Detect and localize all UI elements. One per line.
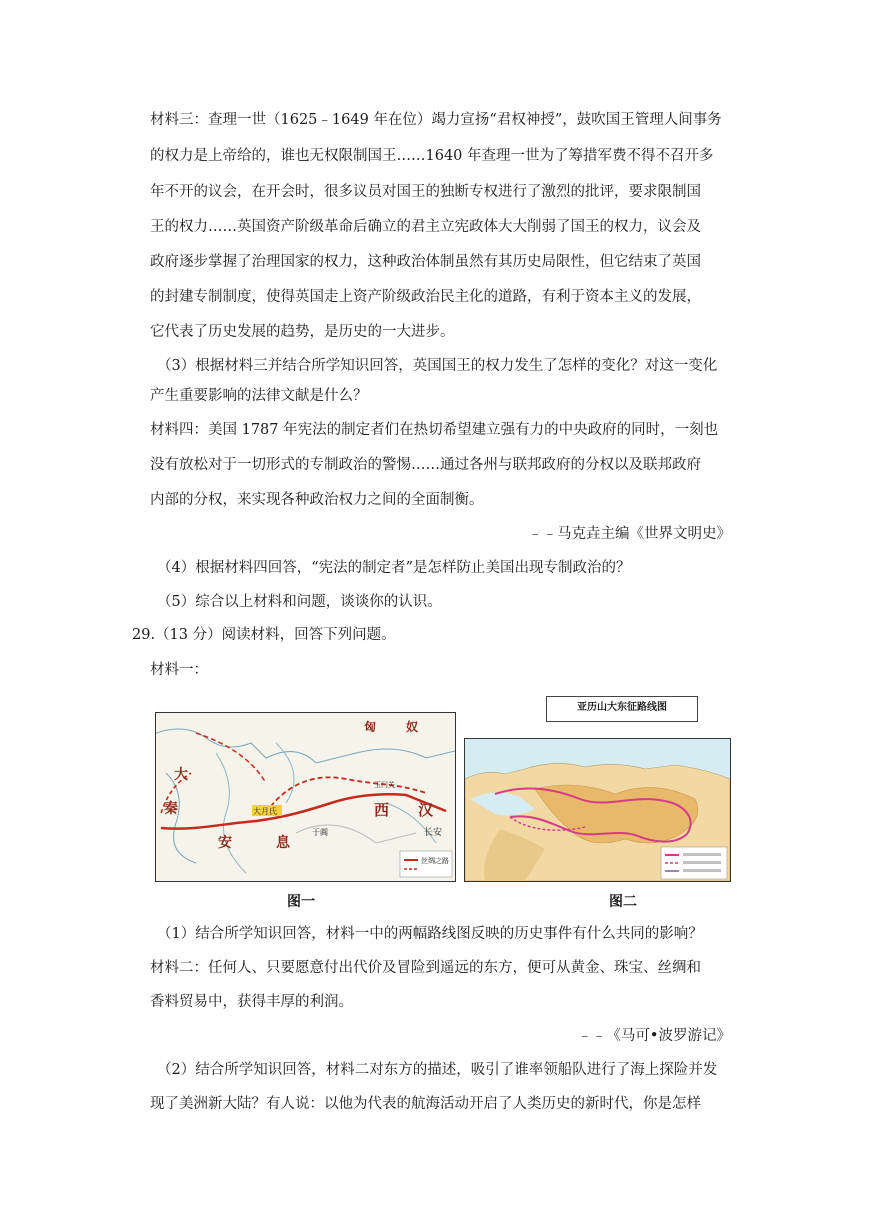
map-label: 奴 [406,720,419,734]
map-label: 西 [374,801,390,819]
question-3-line: （3）根据材料三并结合所学知识回答，英国国王的权力发生了怎样的变化？对这一变化 [157,358,718,374]
figure-1-caption: 图一 [287,894,315,910]
figure-2-caption: 图二 [609,894,637,910]
question-5: （5）综合以上材料和问题，谈谈你的认识。 [157,594,442,610]
material-1-label: 材料一： [150,662,208,678]
map-label: 汉 [418,801,434,819]
map-label: 秦 [164,801,178,817]
m3-line: 王的权力……英国资产阶级革命后确立的君主立宪政体大大削弱了国王的权力，议会及 [150,219,701,235]
question-3-line: 产生重要影响的法律文献是什么？ [150,388,368,404]
map-legend [661,847,727,879]
map-legend-label: 丝绸之路 [421,857,449,865]
map-legend [400,851,452,877]
silk-road-map-svg [156,713,455,881]
m3-line: 的封建专制制度，使得英国走上资产阶级政治民主化的道路，有利于资本主义的发展， [150,289,701,305]
map-label: 息 [276,835,290,851]
m3-line: 它代表了历史发展的趋势，是历史的一大进步。 [150,324,455,340]
map-label: 长安 [424,828,443,838]
map-label: 大月氏 [253,807,277,816]
m4-line: 内部的分权，来实现各种政治权力之间的全面制衡。 [150,492,484,508]
m3-line: 政府逐步掌握了治理国家的权力，这种政治体制虽然有其历史局限性，但它结束了英国 [150,254,701,270]
figure-2-title: 亚历山大东征路线图 [546,696,698,722]
map-label: 安 [218,835,232,851]
map-label: 玉门关 [374,781,395,789]
question-4: （4）根据材料四回答，“宪法的制定者”是怎样防止美国出现专制政治的？ [157,560,631,576]
map-label: 于阗 [312,828,328,837]
question-29-2-line: （2）结合所学知识回答，材料二对东方的描述，吸引了谁率领船队进行了海上探险并发 [157,1062,718,1078]
m4-line: 材料四：美国 1787 年宪法的制定者们在热切希望建立强有力的中央政府的同时，一刻也 [150,422,719,438]
map-label: 匈 [364,720,377,734]
m4-line: 没有放松对于一切形式的专制政治的警惕……通过各州与联邦政府的分权以及联邦政府 [150,457,701,473]
map-label: 大 [174,767,188,783]
question-29-2-line: 现了美洲新大陆？有人说：以他为代表的航海活动开启了人类历史的新时代，你是怎样 [150,1096,701,1112]
m4-source: ﹣﹣马克垚主编《世界文明史》 [528,526,731,542]
alexander-campaign-map-svg [465,739,730,881]
m2-source: ﹣﹣《马可•波罗游记》 [577,1028,731,1044]
m3-line: 材料三：查理一世（1625﹣1649 年在位）竭力宣扬“君权神授”，鼓吹国王管理人间事务 [150,112,722,128]
question-29-1: （1）结合所学知识回答，材料一中的两幅路线图反映的历史事件有什么共同的影响？ [157,926,703,942]
m2-line: 香料贸易中，获得丰厚的利润。 [150,994,353,1010]
m3-line: 年不开的议会，在开会时，很多议员对国王的独断专权进行了激烈的批评，要求限制国 [150,184,701,200]
question-29-heading: 29.（13 分）阅读材料，回答下列问题。 [132,627,396,643]
alexander-campaign-map [464,738,731,882]
silk-road-map [155,712,456,882]
m3-line: 的权力是上帝给的，谁也无权限制国王……1640 年查理一世为了筹措军费不得不召开多 [150,148,714,164]
m2-line: 材料二：任何人、只要愿意付出代价及冒险到遥远的东方，便可从黄金、珠宝、丝绸和 [150,960,701,976]
